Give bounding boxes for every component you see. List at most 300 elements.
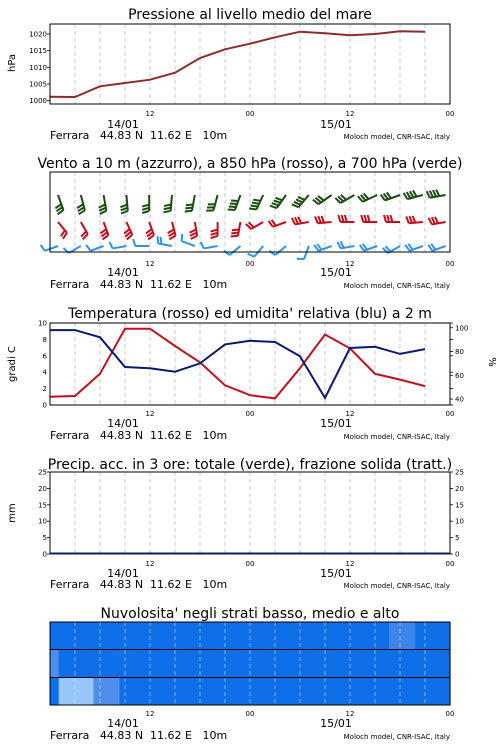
x-tick-label: 12	[345, 410, 355, 418]
cloud-cell	[180, 678, 189, 705]
wind-barb	[315, 216, 332, 223]
wind-barb	[269, 220, 286, 227]
wind-barb	[381, 192, 400, 200]
cloud-cell	[102, 622, 111, 650]
cloud-cell	[380, 650, 389, 678]
wind-barb-flag	[86, 245, 90, 251]
wind-barb-flag	[364, 215, 366, 222]
x-tick-label: 12	[145, 710, 155, 718]
precipitation-yticks	[38, 469, 50, 559]
cloud-cell	[380, 678, 389, 705]
cloud-cell	[328, 622, 337, 650]
y-tick-label: 25	[38, 468, 47, 477]
wind-barb-flag	[142, 205, 149, 207]
y-tick-label: 15	[455, 501, 464, 510]
wind-barb	[335, 195, 354, 203]
y-tick-label: 20	[455, 484, 464, 493]
y-tick-label: 5	[42, 534, 47, 543]
cloud-cell	[259, 622, 268, 650]
cloud-cell	[241, 678, 250, 705]
cloud-date-2: 15/01	[320, 717, 352, 730]
wind-barb-shaft	[45, 246, 58, 251]
wind-barbs	[41, 190, 446, 260]
cloud-cell	[85, 650, 94, 678]
cloud-cell	[215, 678, 224, 705]
wind-barb-flag	[201, 242, 204, 249]
wind-credit: Moloch model, CNR-ISAC, Italy	[343, 282, 450, 290]
wind-barb	[249, 195, 263, 210]
precipitation-credit: Moloch model, CNR-ISAC, Italy	[343, 582, 450, 590]
x-tick-label: 12	[345, 560, 355, 568]
cloud-cell	[354, 650, 363, 678]
wind-barb-flag	[231, 233, 238, 234]
cloud-cell	[285, 650, 294, 678]
y-tick-label: 25	[455, 468, 464, 477]
cloud-cell	[311, 650, 320, 678]
precipitation-grid	[75, 472, 425, 554]
cloud-cell	[233, 622, 242, 650]
x-tick-label: 00	[445, 560, 455, 568]
wind-barb-flag	[296, 199, 303, 202]
x-tick-label: 00	[445, 410, 455, 418]
cloud-cell	[311, 622, 320, 650]
wind-barb-shaft	[254, 246, 263, 257]
cloud-cell	[302, 650, 311, 678]
temperature-ylabel: gradi C	[7, 346, 18, 382]
cloud-cell	[120, 650, 129, 678]
wind-barb-flag	[231, 236, 238, 237]
wind-location: Ferrara 44.83 N 11.62 E 10m	[50, 278, 228, 291]
wind-barb-flag	[342, 215, 344, 222]
y-tick-label: 100	[455, 324, 469, 333]
cloud-cell	[233, 650, 242, 678]
wind-barb-flag	[292, 204, 299, 207]
pressure-date-1: 14/01	[107, 118, 139, 131]
precipitation-date-2: 15/01	[320, 567, 352, 580]
x-tick-label: 12	[145, 110, 155, 118]
cloud-cell	[293, 650, 302, 678]
y-tick-label: 2	[42, 385, 47, 394]
x-tick-label: 00	[245, 110, 255, 118]
wind-barb-flag	[338, 215, 340, 222]
precipitation-title: Precip. acc. in 3 ore: totale (verde), frazione solida (tratt.)	[47, 457, 453, 473]
wind-barb-flag	[120, 205, 127, 208]
wind-barb-flag	[100, 211, 107, 214]
cloud-cell	[293, 622, 302, 650]
humidity-yticks	[450, 324, 468, 403]
cloud-cell	[207, 622, 216, 650]
pressure-panel	[7, 7, 454, 142]
wind-barb	[429, 217, 446, 225]
x-tick-label: 00	[245, 560, 255, 568]
y-tick-label: 6	[42, 352, 47, 361]
cloud-cell	[59, 622, 68, 650]
y-tick-label: 1000	[29, 97, 47, 106]
temperature-plot-frame	[50, 323, 450, 405]
y-tick-label: 0	[42, 401, 47, 410]
cloud-cell	[102, 650, 111, 678]
wind-barb	[338, 215, 354, 222]
wind-barb-flag	[231, 200, 238, 201]
wind-date-1: 14/01	[107, 266, 139, 279]
wind-barb	[142, 195, 149, 213]
cloud-cell	[398, 622, 407, 650]
cloud-cell	[337, 650, 346, 678]
temperature-xticks	[146, 410, 455, 418]
y-tick-label: 1005	[29, 80, 47, 89]
cloud-cell	[250, 650, 259, 678]
cloud-cell	[433, 650, 442, 678]
wind-barb-flag	[211, 233, 218, 235]
wind-barb-flag	[211, 236, 218, 238]
y-tick-label: 1010	[29, 63, 47, 72]
cloud-panel	[50, 606, 454, 742]
cloud-cell	[198, 678, 207, 705]
wind-barb-flag	[41, 245, 45, 251]
wind-barb-flag	[229, 207, 236, 208]
cloud-cell	[328, 650, 337, 678]
cloud-cell	[241, 622, 250, 650]
wind-barb-flag	[275, 198, 282, 200]
wind-barb	[99, 195, 107, 214]
precipitation-date-1: 14/01	[107, 567, 139, 580]
x-tick-label: 00	[245, 260, 255, 268]
wind-barb	[55, 195, 63, 214]
wind-barb	[168, 222, 176, 239]
cloud-cell	[120, 678, 129, 705]
wind-barb-flag	[185, 208, 192, 209]
precipitation-xticks	[146, 560, 455, 568]
cloud-cell	[76, 678, 85, 705]
wind-barb	[100, 222, 108, 239]
wind-barb-flag	[133, 239, 135, 246]
temperature-credit: Moloch model, CNR-ISAC, Italy	[343, 433, 450, 441]
temperature-series-line	[50, 329, 425, 399]
cloud-cell	[154, 622, 163, 650]
cloud-cell	[380, 622, 389, 650]
temperature-date-2: 15/01	[320, 417, 352, 430]
wind-barb-flag	[413, 216, 416, 223]
wind-barb-flag	[430, 191, 433, 198]
cloud-cell	[354, 622, 363, 650]
wind-barb-flag	[232, 229, 239, 230]
wind-barb	[406, 216, 423, 223]
y-tick-label: 60	[455, 371, 464, 380]
cloud-cell	[137, 678, 146, 705]
wind-xticks	[146, 260, 455, 268]
cloud-cell	[363, 650, 372, 678]
cloud-cell	[398, 678, 407, 705]
x-tick-label: 12	[345, 260, 355, 268]
cloud-cell	[389, 622, 398, 650]
cloud-cell	[198, 650, 207, 678]
wind-barb-flag	[211, 230, 218, 232]
cloud-cell	[76, 622, 85, 650]
wind-barb-shaft	[204, 246, 218, 248]
wind-barb-flag	[427, 191, 430, 198]
wind-barb-flag	[248, 254, 255, 257]
cloud-cell	[111, 650, 120, 678]
y-tick-label: 40	[455, 395, 464, 404]
temperature-title: Temperatura (rosso) ed umidita' relativa (blu) a 2 m	[68, 306, 432, 322]
cloud-cell	[128, 650, 137, 678]
cloud-cell	[120, 622, 129, 650]
y-tick-label: 0	[42, 550, 47, 559]
y-tick-label: 4	[42, 368, 47, 377]
pressure-title: Pressione al livello medio del mare	[128, 7, 372, 23]
wind-barb-flag	[318, 216, 321, 223]
wind-barb-flag	[409, 216, 412, 223]
cloud-cell	[441, 622, 450, 650]
cloud-cell	[441, 678, 450, 705]
cloud-cell	[93, 678, 102, 705]
wind-barb	[185, 195, 195, 212]
wind-barb	[86, 245, 103, 251]
wind-barb-shaft	[58, 222, 67, 233]
wind-barb-flag	[435, 217, 438, 224]
wind-barb-flag	[294, 202, 301, 205]
cloud-cell	[302, 678, 311, 705]
wind-barb-flag	[368, 215, 370, 222]
cloud-cell	[189, 622, 198, 650]
cloud-cell	[215, 650, 224, 678]
cloud-cell	[285, 678, 294, 705]
cloud-cell	[311, 678, 320, 705]
wind-barb-flag	[251, 205, 258, 206]
wind-barb-shaft	[113, 246, 127, 248]
cloud-cell	[111, 678, 120, 705]
cloud-date-1: 14/01	[107, 717, 139, 730]
precipitation-ylabel: mm	[7, 503, 18, 523]
y-tick-label: 10	[38, 319, 47, 328]
wind-barb	[269, 246, 286, 255]
wind-barb	[246, 222, 263, 229]
cloud-cell	[441, 650, 450, 678]
cloud-cell	[285, 622, 294, 650]
wind-barb-flag	[384, 215, 386, 222]
cloud-cell	[259, 678, 268, 705]
wind-barb-flag	[387, 215, 389, 222]
y-tick-label: 10	[38, 517, 47, 526]
wind-plot-frame	[50, 172, 450, 252]
pressure-credit: Moloch model, CNR-ISAC, Italy	[343, 133, 450, 141]
wind-barb	[231, 222, 241, 237]
y-tick-label: 15	[38, 501, 47, 510]
pressure-xticks	[146, 110, 455, 118]
cloud-cell	[163, 650, 172, 678]
wind-barb-flag	[361, 215, 363, 222]
wind-barb-flag	[321, 216, 324, 223]
wind-barb-flag	[230, 204, 237, 205]
cloud-cell	[276, 622, 285, 650]
temperature-grid	[75, 323, 425, 405]
cloud-cell	[302, 622, 311, 650]
wind-barb-flag	[185, 211, 192, 212]
cloud-cell	[85, 678, 94, 705]
wind-barb	[81, 222, 88, 239]
wind-barb	[190, 222, 198, 239]
cloud-cell	[407, 678, 416, 705]
wind-barb	[224, 246, 241, 255]
wind-barb	[77, 195, 85, 214]
wind-barb-flag	[253, 200, 260, 201]
wind-barb	[211, 222, 218, 238]
cloud-cell	[128, 678, 137, 705]
x-tick-label: 12	[145, 560, 155, 568]
cloud-cell	[241, 650, 250, 678]
cloud-cell	[433, 678, 442, 705]
cloud-cell	[163, 678, 172, 705]
wind-barb	[163, 195, 172, 212]
wind-barb-flag	[292, 218, 295, 225]
wind-barb-flag	[121, 211, 128, 214]
wind-barb-flag	[164, 205, 171, 206]
cloud-cell	[59, 650, 68, 678]
cloud-credit: Moloch model, CNR-ISAC, Italy	[343, 733, 450, 741]
wind-barb-shaft	[275, 246, 286, 255]
y-tick-label: 1015	[29, 47, 47, 56]
wind-barb-flag	[109, 242, 112, 249]
cloud-cell	[215, 622, 224, 650]
wind-barb-flag	[190, 233, 197, 236]
y-tick-label: 5	[455, 534, 460, 543]
cloud-cell	[93, 650, 102, 678]
wind-barb-flag	[433, 190, 436, 197]
cloud-cell	[276, 650, 285, 678]
cloud-location: Ferrara 44.83 N 11.62 E 10m	[50, 729, 228, 742]
pressure-plot-frame	[50, 24, 450, 104]
wind-barb	[120, 195, 127, 214]
wind-barb-flag	[228, 210, 235, 211]
pressure-yticks	[29, 31, 50, 106]
wind-barb-shaft	[304, 246, 309, 259]
cloud-cell	[259, 650, 268, 678]
cloud-cell	[128, 622, 137, 650]
wind-barb	[427, 190, 446, 198]
cloud-cell	[137, 650, 146, 678]
cloud-cell	[172, 650, 181, 678]
temperature-panel	[7, 306, 497, 442]
cloud-cell	[407, 622, 416, 650]
cloud-cell	[433, 622, 442, 650]
cloud-cell	[363, 622, 372, 650]
wind-barb	[314, 244, 331, 251]
wind-title: Vento a 10 m (azzurro), a 850 hPa (rosso), a 700 hPa (verde)	[37, 156, 463, 172]
wind-barb-flag	[270, 206, 277, 208]
cloud-cell	[372, 678, 381, 705]
cloud-cell	[137, 622, 146, 650]
wind-barb	[41, 245, 58, 251]
wind-barb-flag	[272, 203, 279, 205]
cloud-cell	[93, 622, 102, 650]
cloud-cell	[389, 650, 398, 678]
cloud-cell	[189, 650, 198, 678]
cloud-cell	[320, 622, 329, 650]
cloud-cell	[407, 650, 416, 678]
cloud-cell	[180, 622, 189, 650]
cloud-cell	[337, 678, 346, 705]
cloud-cell	[163, 622, 172, 650]
wind-barb-flag	[142, 208, 149, 210]
wind-barb-flag	[315, 216, 318, 223]
pressure-date-2: 15/01	[320, 118, 352, 131]
humidity-ylabel: %	[486, 357, 497, 367]
wind-barb-flag	[190, 229, 197, 232]
wind-barb	[270, 195, 286, 208]
cloud-cell	[250, 678, 259, 705]
pressure-ylabel: hPa	[7, 53, 18, 73]
wind-barb-flag	[337, 242, 340, 249]
cloud-cell	[415, 650, 424, 678]
wind-barb-flag	[163, 211, 170, 212]
wind-barb	[297, 246, 309, 259]
x-tick-label: 00	[245, 710, 255, 718]
wind-barb-flag	[252, 203, 259, 204]
wind-barb	[405, 244, 422, 251]
cloud-cell	[250, 622, 259, 650]
cloud-cell	[85, 622, 94, 650]
y-tick-label: 10	[455, 517, 464, 526]
wind-barb-flag	[345, 215, 347, 222]
cloud-cell	[50, 622, 59, 650]
x-tick-label: 12	[345, 710, 355, 718]
cloud-xticks	[146, 710, 455, 718]
x-tick-label: 00	[445, 710, 455, 718]
cloud-cell	[372, 650, 381, 678]
wind-barb	[133, 239, 149, 246]
cloud-cell	[276, 678, 285, 705]
cloud-cell	[372, 622, 381, 650]
wind-barb	[157, 236, 172, 246]
x-tick-label: 00	[445, 260, 455, 268]
cloud-cell	[207, 650, 216, 678]
cloud-cell	[398, 650, 407, 678]
precipitation-plot-frame	[50, 472, 450, 554]
wind-barb-flag	[341, 241, 344, 248]
wind-barb	[313, 195, 332, 204]
x-tick-label: 00	[445, 110, 455, 118]
wind-barb	[58, 222, 67, 239]
cloud-cell	[415, 622, 424, 650]
wind-barb-flag	[429, 218, 432, 225]
x-tick-label: 00	[245, 410, 255, 418]
wind-barb-shaft	[158, 244, 172, 246]
cloud-cell	[154, 650, 163, 678]
cloud-cell	[50, 678, 59, 705]
cloud-cell	[389, 678, 398, 705]
cloud-cell	[172, 678, 181, 705]
cloud-cell	[337, 622, 346, 650]
pressure-location: Ferrara 44.83 N 11.62 E 10m	[50, 129, 228, 142]
wind-barb-flag	[298, 197, 305, 200]
wind-barb-flag	[191, 236, 198, 239]
wind-barb	[360, 244, 377, 251]
cloud-cell	[59, 678, 68, 705]
wind-date-2: 15/01	[320, 266, 352, 279]
pressure-series-line	[50, 31, 425, 97]
wind-barb-flag	[142, 211, 149, 213]
temperature-date-1: 14/01	[107, 417, 139, 430]
wind-barb-flag	[99, 204, 106, 207]
wind-barb	[404, 190, 423, 199]
cloud-cell	[233, 678, 242, 705]
cloud-cell	[198, 622, 207, 650]
wind-barb	[428, 244, 445, 251]
wind-panel	[37, 156, 462, 291]
cloud-cell	[111, 622, 120, 650]
cloud-cell	[354, 678, 363, 705]
wind-barb	[337, 241, 354, 248]
